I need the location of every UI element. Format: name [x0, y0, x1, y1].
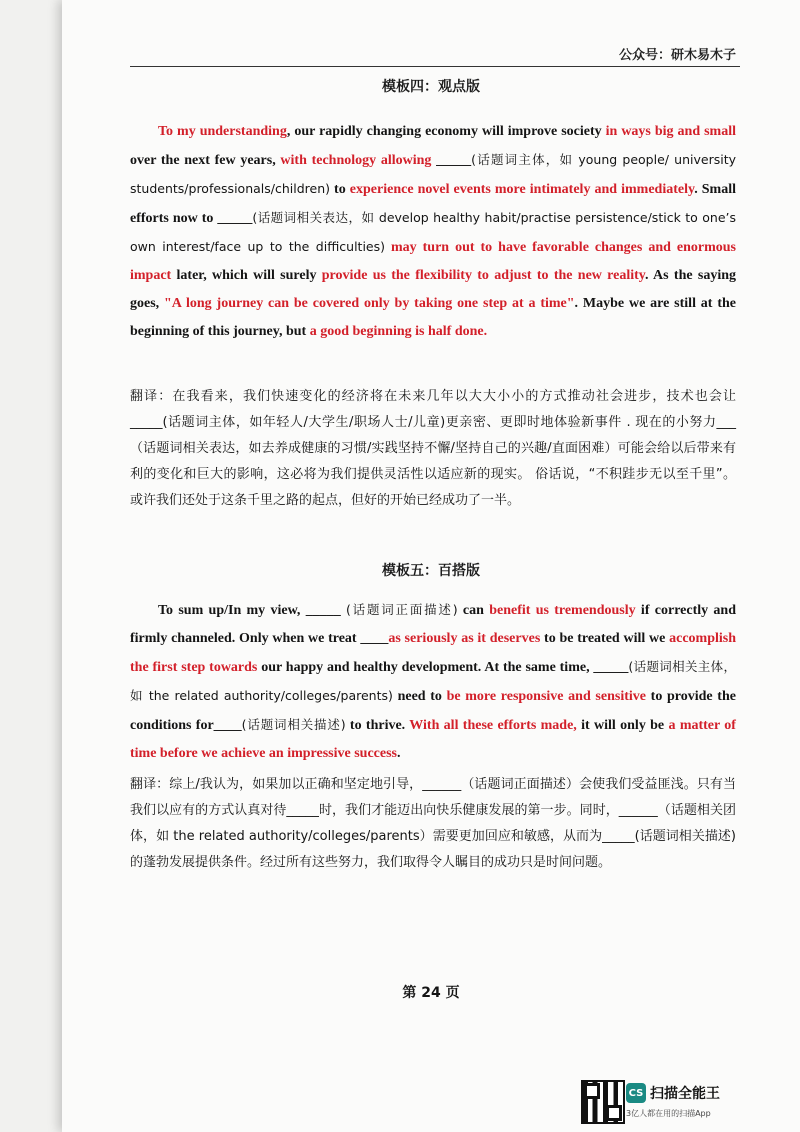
scanner-app-name: 扫描全能王 — [650, 1086, 720, 1102]
scanner-app-tagline: 3亿人都在用的扫描App — [626, 1109, 711, 1118]
text-run: , our rapidly changing economy will improve society — [286, 124, 606, 139]
highlighted-phrase: experience novel events more intimately and immediately — [349, 182, 695, 197]
text-run: to thrive. — [345, 718, 410, 733]
page-number: 第 24 页 — [402, 985, 460, 1001]
text-run: To sum up/In my view, _____ — [158, 603, 346, 618]
highlighted-phrase: "A long journey can be covered only by taking one step at a time" — [164, 296, 575, 311]
chinese-note: (话题词相关表达，如 develop healthy habit/practise persistence/stick to one’s own interest/face up to the difficulties) — [130, 210, 736, 254]
chinese-note: (话题词相关主体，如 the related authority/colleges/parents) — [130, 659, 736, 703]
section4-translation: 翻译：在我看来，我们快速变化的经济将在未来几年以大大小小的方式推动社会进步，技术也会让_____(话题词主体，如年轻人/大学生/职场人士/儿童)更亲密、更即时地体验新事件 . 现在的小努力___（话题词相关表达，如去养成健康的习惯/实践坚持不懈/坚持自己的兴趣/直面困难）可能会给以后带来有利的变化和巨大的影响，这必将为我们提供灵活性以适应新的现实。 俗话说，“不积跬步无以至千里”。 或许我们还处于这条千里之路的起点，但好的开始已经成功了一半。 — [130, 389, 736, 508]
text-run: over the next few years, — [130, 153, 281, 168]
header-account: 公众号：研木易木子 — [618, 48, 736, 63]
header-rule — [130, 66, 740, 67]
highlighted-phrase: a good beginning is half done. — [309, 324, 488, 339]
text-run: to provide the conditions for____ — [130, 689, 736, 733]
highlighted-phrase: may turn out to have favorable changes and enormous impact — [130, 240, 736, 283]
highlighted-phrase: in ways big and small — [605, 124, 736, 139]
document-page — [62, 0, 800, 1132]
highlighted-phrase: provide us the flexibility to adjust to the new reality — [321, 268, 646, 283]
highlighted-phrase: benefit us tremendously — [489, 603, 636, 618]
highlighted-phrase: a matter of time before we achieve an impressive success — [130, 718, 736, 761]
text-run: . Small efforts now to _____ — [130, 182, 736, 226]
text-run: . — [396, 746, 401, 761]
text-run: it will only be — [576, 718, 669, 733]
section5-title: 模板五：百搭版 — [382, 563, 480, 579]
chinese-note: (话题词相关描述) — [241, 717, 346, 732]
text-run: later, which will surely — [171, 268, 322, 283]
highlighted-phrase: accomplish the first step towards — [130, 631, 736, 675]
text-run: . As the saying goes, — [130, 268, 736, 311]
text-run: . Maybe we are still at the beginning of this journey, but — [130, 296, 736, 339]
text-run: to — [330, 182, 350, 197]
text-run: to be treated will we — [540, 631, 670, 646]
section4-english-paragraph — [130, 118, 736, 346]
camscanner-logo-icon: CS — [626, 1083, 646, 1103]
text-run: our happy and healthy development. At the same time, _____ — [257, 660, 629, 675]
highlighted-phrase: as seriously as it deserves — [388, 631, 541, 646]
qr-code-icon — [581, 1080, 625, 1124]
section4-title: 模板四：观点版 — [382, 79, 480, 95]
text-run: need to — [392, 689, 447, 704]
chinese-note: (话题词正面描述) — [346, 602, 458, 617]
highlighted-phrase: be more responsive and sensitive — [446, 689, 646, 704]
text-run: _____ — [431, 153, 472, 168]
text-run: if correctly and firmly channeled. Only when we treat ____ — [130, 603, 737, 646]
chinese-note: (话题词主体，如 young people/ university students/professionals/children) — [130, 152, 736, 196]
section5-english-paragraph — [130, 596, 736, 768]
text-run: can — [457, 603, 490, 618]
highlighted-phrase: To my understanding — [158, 124, 287, 139]
section5-translation: 翻译：综上/我认为，如果加以正确和坚定地引导，______（话题词正面描述）会使我们受益匪浅。只有当我们以应有的方式认真对待_____时，我们才能迈出向快乐健康发展的第一步。同时，______（话题相关团体，如 the related authority/colleges/parents）需要更加回应和敏感，从而为_____(话题词相关描述) 的蓬勃发展提供条件。经过所有这些努力，我们取得令人瞩目的成功只是时间问题。 — [130, 777, 736, 870]
highlighted-phrase: With all these efforts made, — [409, 718, 577, 733]
highlighted-phrase: with technology allowing — [280, 153, 432, 168]
